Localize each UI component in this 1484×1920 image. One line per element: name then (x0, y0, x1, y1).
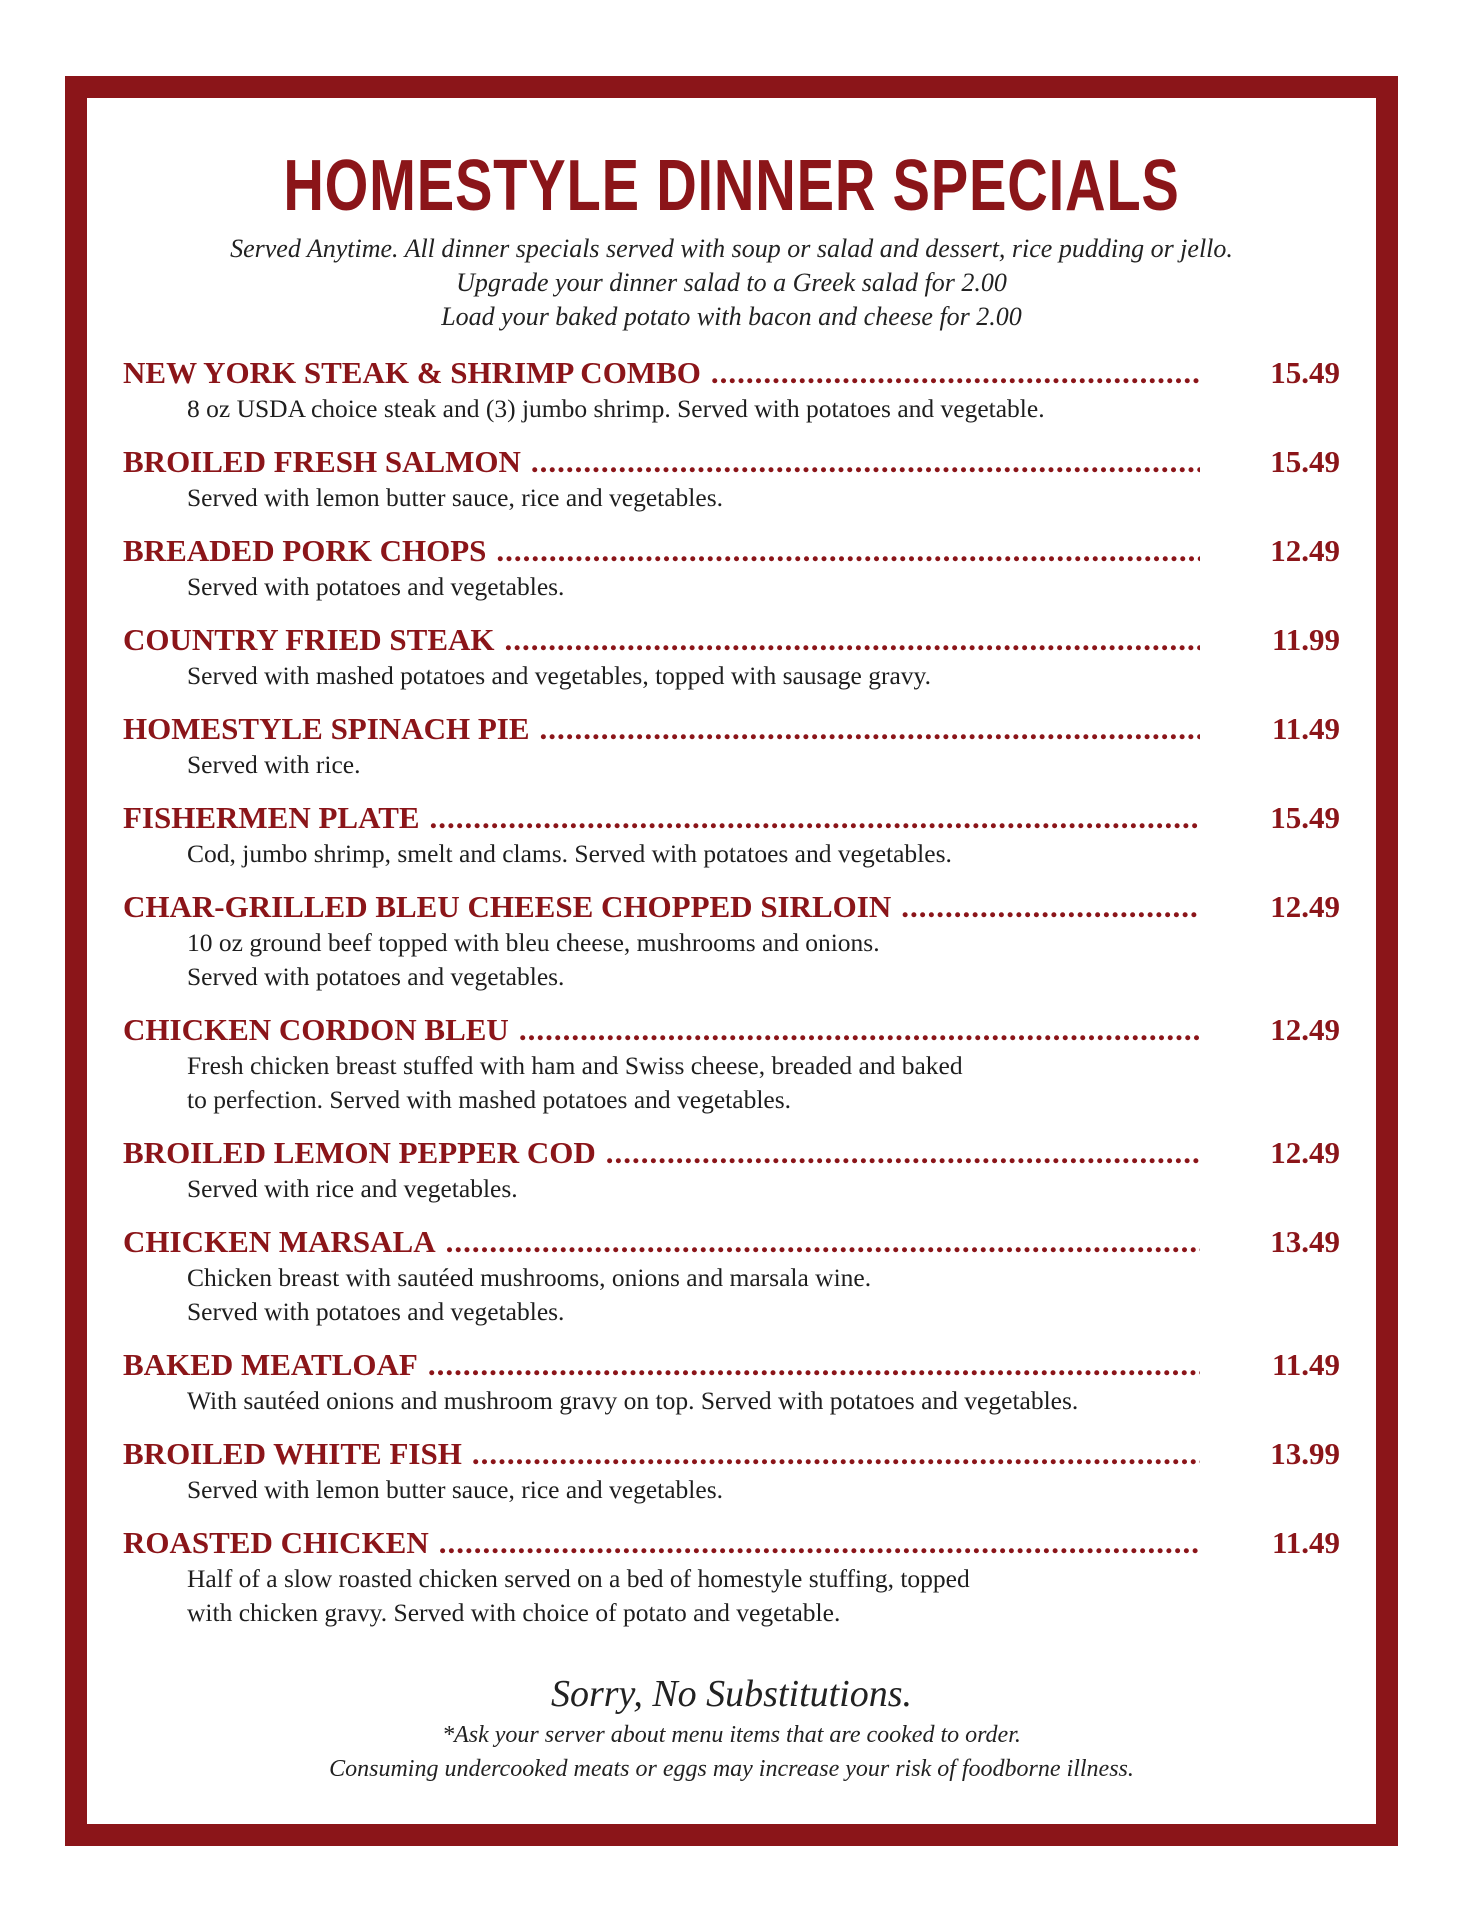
menu-item-description: Served with potatoes and vegetables. (187, 572, 565, 601)
menu-item-description: Fresh chicken breast stuffed with ham and Swiss cheese, breaded and baked (187, 1051, 963, 1080)
menu-item-name: CHAR-GRILLED BLEU CHEESE CHOPPED SIRLOIN (123, 889, 892, 924)
menu-item-description: With sautéed onions and mushroom gravy on top. Served with potatoes and vegetables. (187, 1386, 1079, 1415)
menu-item-header (123, 532, 1340, 570)
cooked-to-order-note: *Ask your server about menu items that are cooked to order. (442, 1722, 1021, 1748)
menu-item (123, 1435, 1340, 1507)
menu-item-price: 15.49 (1270, 355, 1340, 390)
menu-item-price: 11.49 (1271, 711, 1340, 746)
menu-item-description: Cod, jumbo shrimp, smelt and clams. Served with potatoes and vegetables. (187, 839, 952, 868)
menu-item-description: Served with potatoes and vegetables. (187, 1297, 565, 1326)
menu-item-price: 11.49 (1271, 1347, 1340, 1382)
intro-line: Upgrade your dinner salad to a Greek salad for 2.00 (456, 268, 1007, 297)
menu-item-name: BROILED WHITE FISH (123, 1436, 462, 1471)
dot-leader (430, 799, 1200, 837)
menu-title: HOMESTYLE DINNER SPECIALS (283, 146, 1180, 226)
menu-item (123, 710, 1340, 782)
menu-item-price: 12.49 (1270, 1012, 1340, 1047)
menu-item-name: CHICKEN MARSALA (123, 1224, 436, 1259)
menu-item-description: Served with mashed potatoes and vegetables, topped with sausage gravy. (187, 661, 932, 690)
menu-item (123, 1134, 1340, 1206)
dot-leader (446, 1223, 1200, 1261)
menu-item-description: Half of a slow roasted chicken served on a bed of homestyle stuffing, topped (187, 1564, 970, 1593)
menu-item-name: ROASTED CHICKEN (123, 1525, 429, 1560)
menu-item-header (123, 443, 1340, 481)
menu-item (123, 799, 1340, 871)
menu-item-description: 10 oz ground beef topped with bleu cheese, mushrooms and onions. (187, 928, 880, 957)
menu-item-description: Served with potatoes and vegetables. (187, 962, 565, 991)
menu-item-price: 15.49 (1270, 444, 1340, 479)
menu-item-header (123, 1435, 1340, 1473)
menu-item (123, 888, 1340, 994)
menu-item-header (123, 1011, 1340, 1049)
menu-item-header (123, 888, 1340, 926)
dot-leader (606, 1134, 1200, 1172)
menu-item-description: Served with rice and vegetables. (187, 1174, 518, 1203)
menu-item-header (123, 354, 1340, 392)
menu-item-name: FISHERMEN PLATE (123, 800, 420, 835)
menu-footer (87, 1670, 1376, 1786)
menu-item-name: BREADED PORK CHOPS (123, 533, 487, 568)
dot-leader (505, 621, 1200, 659)
menu-item-description: 8 oz USDA choice steak and (3) jumbo shrimp. Served with potatoes and vegetable. (187, 394, 1045, 423)
foodborne-illness-warning: Consuming undercooked meats or eggs may increase your risk of foodborne illness. (329, 1756, 1134, 1782)
menu-items-list (123, 354, 1340, 1647)
menu-item-name: CHICKEN CORDON BLEU (123, 1012, 509, 1047)
menu-item-description: Served with lemon butter sauce, rice and vegetables. (187, 1475, 724, 1504)
menu-item-header (123, 1134, 1340, 1172)
menu-item (123, 354, 1340, 426)
menu-item-name: NEW YORK STEAK & SHRIMP COMBO (123, 355, 701, 390)
menu-item-name: COUNTRY FRIED STEAK (123, 622, 495, 657)
menu-item-name: BAKED MEATLOAF (123, 1347, 418, 1382)
menu-item-description: Chicken breast with sautéed mushrooms, onions and marsala wine. (187, 1263, 872, 1292)
menu-item-price: 13.99 (1270, 1436, 1340, 1471)
menu-item-description: Served with lemon butter sauce, rice and vegetables. (187, 483, 724, 512)
menu-item (123, 1223, 1340, 1329)
menu-item (123, 1346, 1340, 1418)
menu-item-header (123, 621, 1340, 659)
dot-leader (496, 532, 1200, 570)
dot-leader (439, 1524, 1200, 1562)
menu-item (123, 621, 1340, 693)
dot-leader (711, 354, 1200, 392)
dot-leader (540, 710, 1200, 748)
menu-item-description: Served with rice. (187, 750, 361, 779)
menu-item-header (123, 1524, 1340, 1562)
dot-leader (531, 443, 1200, 481)
intro-line: Load your baked potato with bacon and cheese for 2.00 (441, 302, 1022, 331)
menu-item-header (123, 710, 1340, 748)
menu-item-header (123, 1346, 1340, 1384)
dot-leader (472, 1435, 1200, 1473)
menu-item-price: 15.49 (1270, 800, 1340, 835)
menu-item-price: 12.49 (1270, 533, 1340, 568)
menu-item-description: to perfection. Served with mashed potatoes and vegetables. (187, 1085, 792, 1114)
menu-item-price: 13.49 (1270, 1224, 1340, 1259)
menu-item-name: BROILED FRESH SALMON (123, 444, 521, 479)
intro-line: Served Anytime. All dinner specials served with soup or salad and dessert, rice pudding or jello. (230, 234, 1233, 263)
dot-leader (428, 1346, 1200, 1384)
dot-leader (901, 888, 1200, 926)
menu-item-description: with chicken gravy. Served with choice of potato and vegetable. (187, 1598, 841, 1627)
dot-leader (519, 1011, 1200, 1049)
menu-item (123, 532, 1340, 604)
menu-item-price: 11.99 (1271, 622, 1340, 657)
menu-intro (87, 232, 1376, 334)
menu-item-price: 12.49 (1270, 1135, 1340, 1170)
menu-frame (65, 76, 1398, 1846)
menu-item-name: HOMESTYLE SPINACH PIE (123, 711, 530, 746)
menu-item (123, 1524, 1340, 1630)
menu-item-header (123, 799, 1340, 837)
menu-item-header (123, 1223, 1340, 1261)
menu-item-name: BROILED LEMON PEPPER COD (123, 1135, 596, 1170)
no-substitutions-note: Sorry, No Substitutions. (550, 1673, 913, 1715)
menu-item-price: 11.49 (1271, 1525, 1340, 1560)
menu-item-price: 12.49 (1270, 889, 1340, 924)
menu-item (123, 1011, 1340, 1117)
menu-item (123, 443, 1340, 515)
